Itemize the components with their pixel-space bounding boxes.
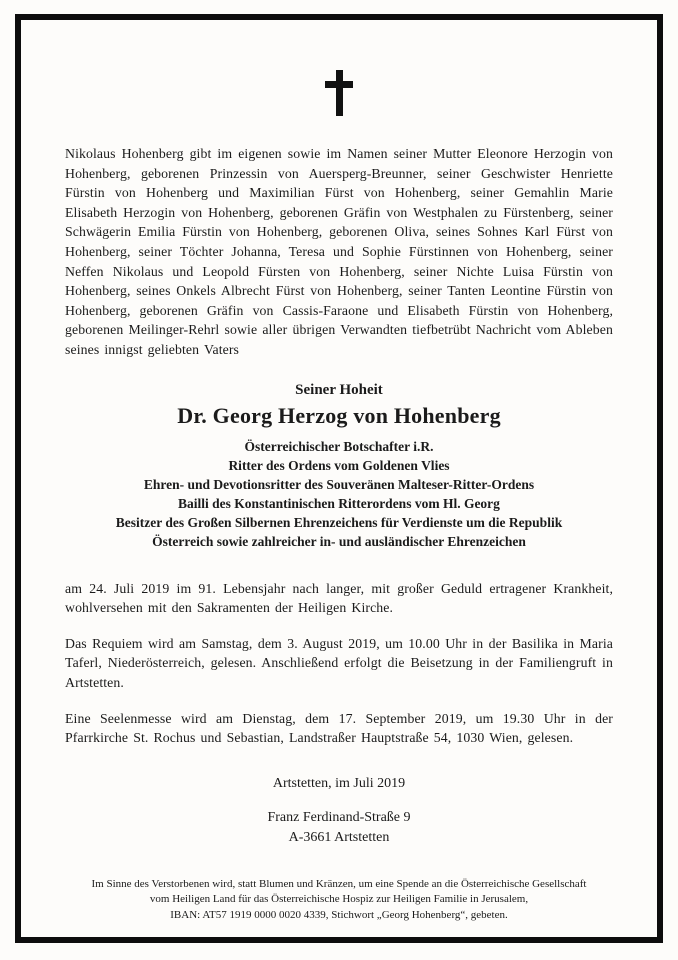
title-line: Ritter des Ordens vom Goldenen Vlies — [228, 457, 450, 473]
address-street: Franz Ferdinand-Straße 9 — [267, 809, 411, 825]
title-line: Österreich sowie zahlreicher in- und ausländischer Ehrenzeichen — [152, 533, 526, 549]
death-details-paragraph: am 24. Juli 2019 im 91. Lebensjahr nach langer, mit großer Geduld ertragener Krankheit, wohlversehen mit den Sakramenten der Heiligen Kirche. — [65, 580, 613, 616]
dateline: Artstetten, im Juli 2019 — [272, 775, 406, 791]
deceased-name: Dr. Georg Herzog von Hohenberg — [177, 402, 501, 428]
cross-vertical-bar — [336, 70, 343, 116]
donation-note-line: Im Sinne des Verstorbenen wird, statt Blumen und Kränzen, um eine Spende an die Österreichische Gesellschaft — [91, 877, 587, 890]
title-line: Ehren- und Devotionsritter des Souveränen Malteser-Ritter-Ordens — [143, 476, 535, 492]
memorial-mass-paragraph: Eine Seelenmesse wird am Dienstag, dem 17. September 2019, um 19.30 Uhr in der Pfarrkirche St. Rochus und Sebastian, Landstraßer Hauptstraße 54, 1030 Wien, gelesen. — [65, 710, 613, 746]
titles-block — [65, 437, 613, 551]
donation-note — [21, 877, 657, 924]
latin-cross-icon — [325, 70, 353, 116]
announcement-paragraph: Nikolaus Hohenberg gibt im eigenen sowie im Namen seiner Mutter Eleonore Herzogin von Hohenberg, geborenen Prinzessin von Auersperg-Breunner, seiner Geschwister Henriette Fürstin von Hohenberg und Maximilian Fürst von Hohenberg, seiner Gemahlin Marie Elisabeth Herzogin von Hohenberg, geborenen Gräfin von Westphalen zu Fürstenberg, seiner Schwägerin Emilia Fürstin von Hohenberg, geborenen Oliva, seines Sohnes Karl Fürst von Hohenberg, seiner Töchter Johanna, Teresa und Sophie Fürstinnen von Hohenberg, seiner Neffen Nikolaus und Leopold Fürsten von Hohenberg, seiner Nichte Luisa Fürstin von Hohenberg, seines Onkels Albrecht Fürst von Hohenberg, seiner Tanten Leontine Fürstin von Hohenberg, geborenen Gräfin von Cassis-Faraone und Elisabeth Fürstin von Hohenberg, geborenen Meilinger-Rehrl sowie aller übrigen Verwandten tiefbetrübt Nachricht vom Ableben seines innigst geliebten Vaters — [65, 146, 613, 357]
honorific: Seiner Hoheit — [295, 381, 383, 398]
title-line: Besitzer des Großen Silbernen Ehrenzeichens für Verdienste um die Republik — [115, 514, 563, 530]
donation-note-line: vom Heiligen Land für das Österreichische Hospiz zur Heiligen Familie in Jerusalem, — [149, 893, 529, 905]
title-line: Bailli des Konstantinischen Ritterordens vom Hl. Georg — [178, 495, 500, 511]
obituary-content — [21, 20, 657, 937]
requiem-paragraph: Das Requiem wird am Samstag, dem 3. August 2019, um 10.00 Uhr in der Basilika in Maria Taferl, Niederösterreich, gelesen. Anschließend erfolgt die Beisetzung in der Familiengruft in Artstetten. — [65, 635, 613, 690]
address-city: A-3661 Artstetten — [288, 829, 390, 845]
cross-horizontal-bar — [325, 81, 353, 88]
donation-note-line: IBAN: AT57 1919 0000 0020 4339, Stichwort „Georg Hohenberg“, gebeten. — [170, 908, 508, 921]
title-line: Österreichischer Botschafter i.R. — [244, 438, 434, 454]
address-block — [65, 808, 613, 848]
border-frame — [15, 14, 663, 943]
